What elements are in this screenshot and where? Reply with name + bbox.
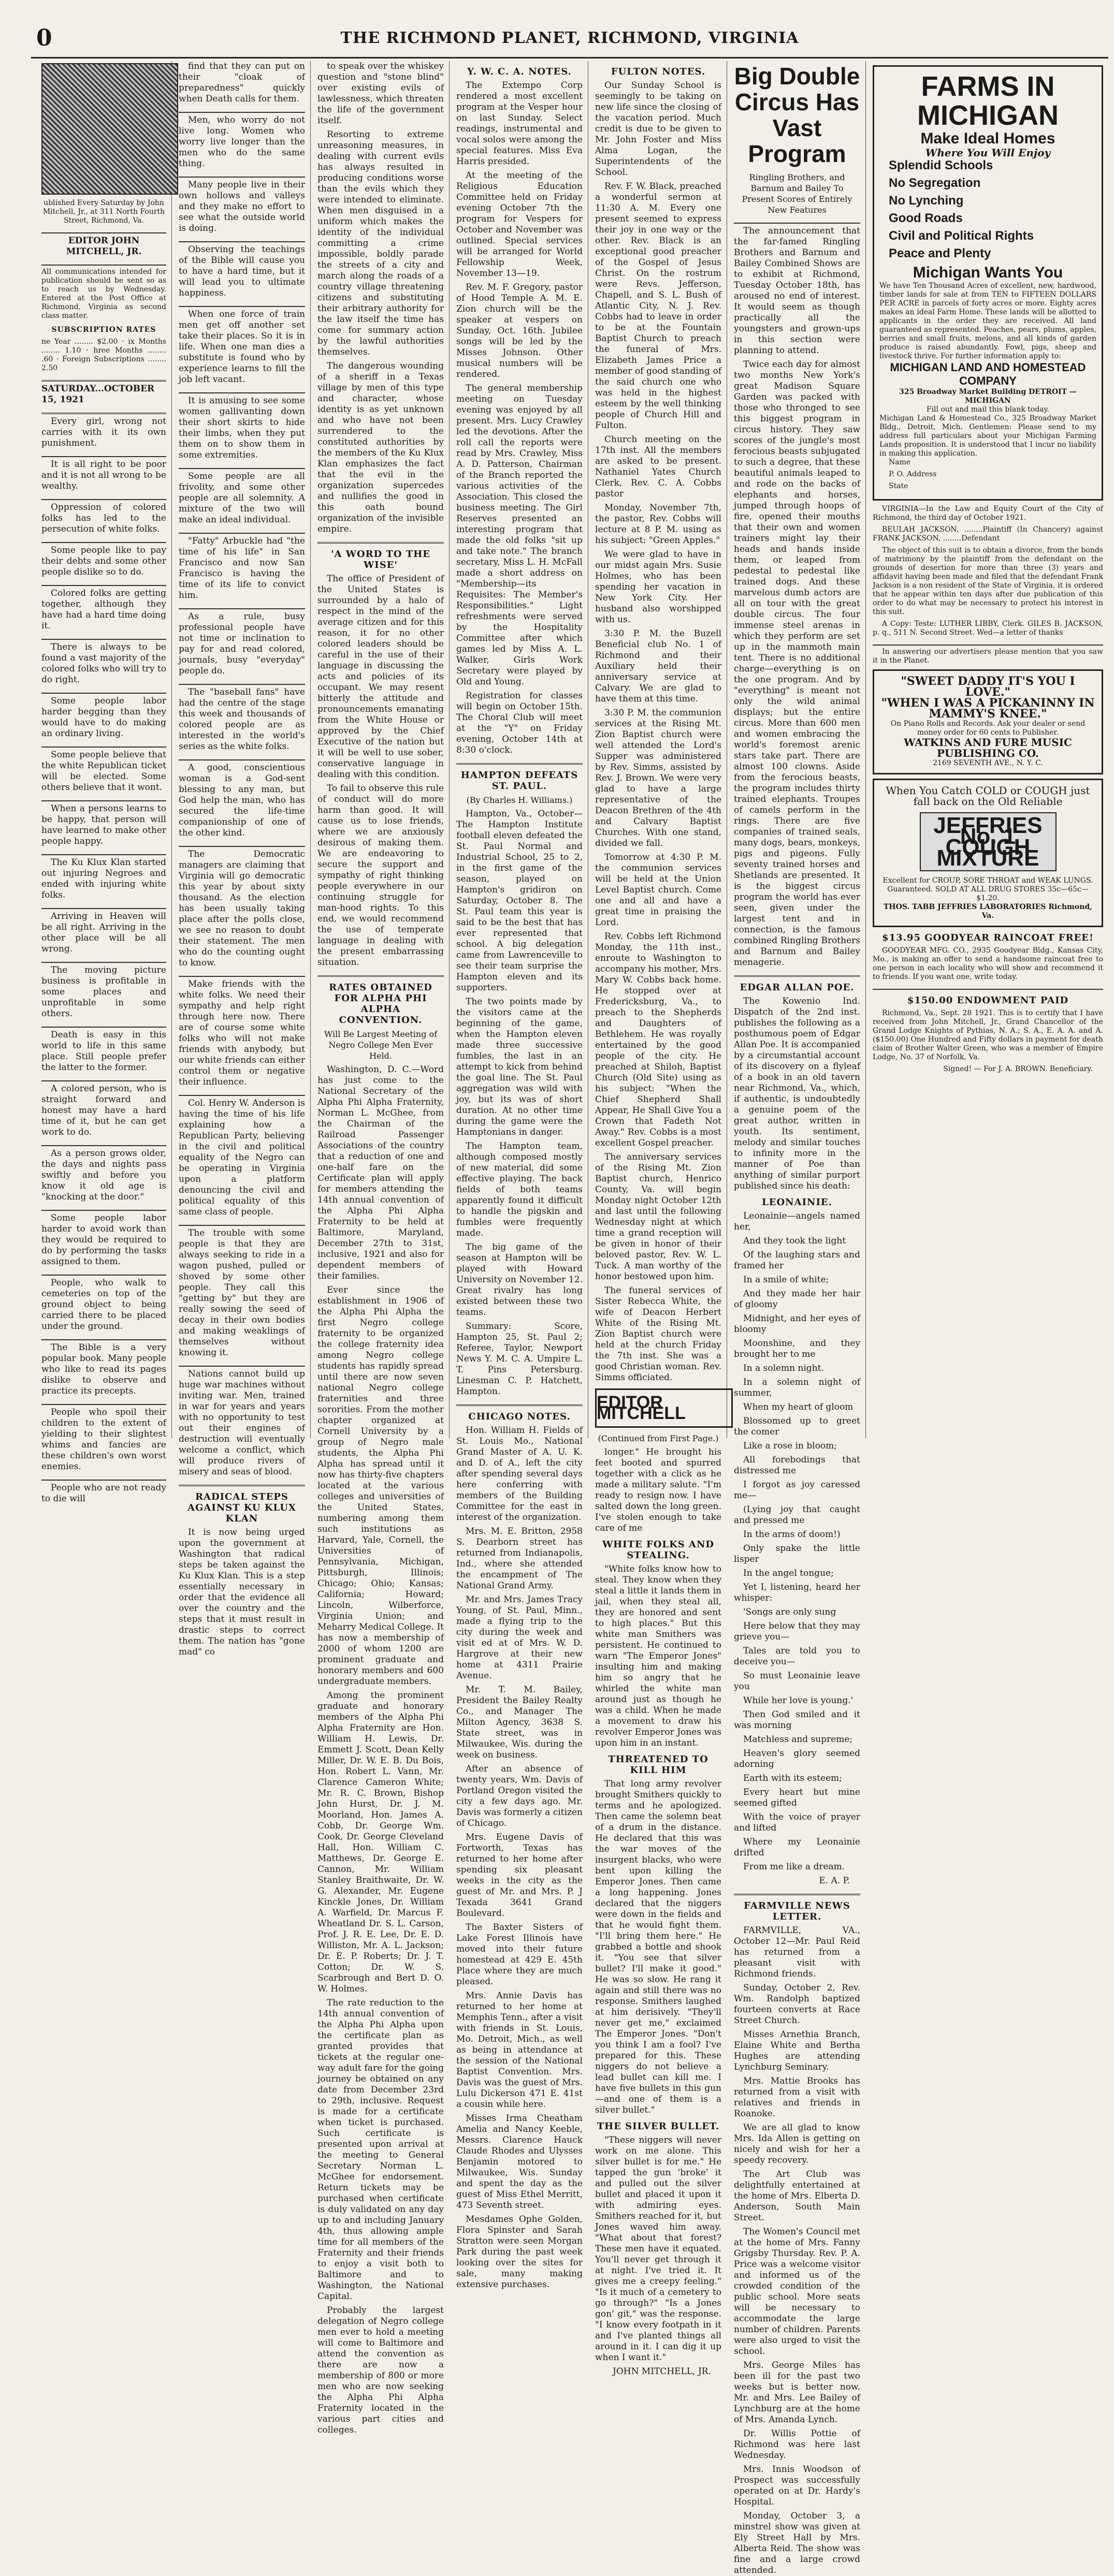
poem-title: LEONAINIE.	[762, 1197, 832, 1208]
poe-paragraph: The Kowenio Ind. Dispatch of the 2nd inst. publishes the following as a posthumous poem of Edgar Allan Poe. It is accompanied by a circumstantial account of its discovery on a flyleaf of a book in an old tavern near Richmond, Va., which, if authentic, is undoubtedly a genuine poem of the great author, written in youth. Its sentiment, melody and similar touches to infinity more in the manner of Poe than anything of similar purport published since his death:	[734, 996, 860, 1191]
poem-line: Midnight, and her eyes of bloomy	[734, 1313, 860, 1335]
farmville-heading: FARMVILLE NEWS LETTER.	[744, 1900, 850, 1922]
paragraph: The Ku Klux Klan started out injuring Negroes and ended with injuring white folks.	[41, 857, 166, 900]
paragraph: As a rule, busy professional people have not time or inclination to pay for and read colored, journals, busy "everyday" people do.	[179, 611, 305, 676]
circus-subheadline: Ringling Brothers, and Barnum and Bailey To Present Scores of Entirely New Features	[742, 172, 852, 215]
paragraph: The trouble with some people is that they are always seeking to ride in a wagon pushed, pulled or shoved by some other people. They call this "getting by" but they are really sowing the seed of decay in their own bodies and making weaklings of themselves without knowing it.	[179, 1228, 305, 1358]
divider	[41, 585, 166, 586]
divider	[179, 1225, 305, 1226]
paragraph: Rev. M. F. Gregory, pastor of Hood Temple A. M. E. Zion church will be the speaker at vespers on Sunday, Oct. 16th. Jubilee songs will be led by the Misses Johnson. Other musical numbers will be rendered.	[456, 282, 583, 379]
editor-paragraph: longer." He brought his feet booted and spurred together with a click as he made a military salute. "I'm ready to resign now. I have salted down the long green. I've stolen enough to take care of me	[595, 1447, 721, 1533]
paragraph: Mrs. Eugene Davis of Fortworth, Texas has returned to her home after spending six pleasant weeks in the city as the guest of Mr. and Mrs. P. J Texada 3641 Grand Boulevard.	[456, 1832, 583, 1919]
poem-line: All forebodings that distressed me	[734, 1455, 860, 1476]
subscription-rates: ne Year ........ $2.00 · ix Months ........ 1.10 · hree Months ........ .60 · Foreign Subscriptions ........ 2.50	[41, 338, 166, 372]
paragraph: Death is easy in this world to life in this same place. Still people prefer the latter to the former.	[41, 1030, 166, 1073]
poem-line: In the arms of doom!)	[743, 1529, 841, 1540]
paragraph: Misses Irma Cheatham Amelia and Nancy Keeble, Messrs. Clarence Hauck Claude Rhodes and Ulysses Benjamin motored to Milwaukee, Wis. Sunday and spent the day as the guest of Miss Ethel Merritt, 473 Seventh street.	[456, 2113, 583, 2211]
song-ad	[873, 669, 1103, 774]
farms-ad-tagline: Michigan Wants You	[913, 264, 1063, 281]
poem-line: Matchless and supreme;	[743, 1734, 853, 1745]
paragraph: The rate reduction to the 14th annual convention of the Alpha Phi Alpha upon the certificate plan as granted provides that tickets at the regular one-way adult fare for the going journey be obtained on any date from December 23rd to 29th, inclusive. Request is made for a certificate when ticket is purchased. Such certificate is presented upon arrival at the meeting to General Secretary Norman L. McGhee for endorsement. Return tickets may be purchased when certificate is duly validated on any day up to and including January 4th, thus allowing ample time for all members of the Fraternity and their friends to enjoy a visit both to Baltimore and to Washington, the National Capital.	[317, 1998, 444, 2302]
white-folks-paragraph: "White folks know how to steal. They know when they steal a little it lands them in jail, when they steal all, they are honored and sent to high places." But this white man Smithers was persistent. He continued to warn "The Emperor Jones" insulting him and making him so angry that he whirled the white man around just as though he was a child. When he made a movement to draw his revolver Emperor Jones was upon him in an instant.	[595, 1564, 721, 1748]
court-body: The object of this suit is to obtain a divorce, from the bonds of matrimony by the plaintiff from the defendant on the grounds of desertion for more than three (3) years and affidavit having been made and filed that the defendant Frank Jackson is a non resident of the State of Virginia, it is ordered that he appear within ten days after due publication of this order to do what may be necessary to protect his interest in this suit.	[873, 546, 1103, 616]
poem-line: In a smile of white;	[743, 1275, 829, 1285]
paragraph: Some people like to pay their debts and some other people dislike so to do.	[41, 545, 166, 577]
planet-logo-icon	[41, 63, 178, 195]
poem-line: (Lying joy that caught and pressed me	[734, 1504, 860, 1526]
divider	[41, 800, 166, 801]
divider	[179, 1366, 305, 1367]
paragraph: Some people labor harder begging than they would have to do making an ordinary living.	[41, 696, 166, 739]
threatened-paragraph: That long army revolver brought Smithers quickly to terms and he apologized. Then came the solemn beat of a drum in the distance. He declared that this was the war moves of the insurgent blacks, who were bent upon killing the Emperor Jones. Then came a long happening. Jones declared that the niggers were down in the fields and that he would fight them. "I'll bring them here." He grabbed a bottle and shook it. "You see that silver bullet? I'll make it good." He was so slow. He rang it again and still there was no response. Smithers laughed at him derisively. "They'll never get me," exclaimed The Emperor Jones. "Don't you think I am a fool? I've prepared for this. These niggers do not believe a lead bullet can kill me. I have five bullets in this gun—and one of them is a silver bullet."	[595, 1779, 721, 2115]
goodyear-heading: $13.95 GOODYEAR RAINCOAT FREE!	[882, 932, 1094, 943]
divider	[179, 684, 305, 685]
word-to-wise-heading: 'A WORD TO THE WISE'	[331, 549, 430, 570]
farms-ad-subhead: Make Ideal Homes	[920, 130, 1055, 147]
form-field-label: P. O. Address	[889, 470, 937, 478]
divider	[41, 499, 166, 500]
poem-line: Every heart but mine seemed gifted	[734, 1787, 860, 1808]
endowment-heading: $150.00 ENDOWMENT PAID	[907, 995, 1069, 1006]
paragraph: Monday, November 7th, the pastor, Rev. Cobbs will lecture at 8 P. M. using as his subject: "Green Apples."	[595, 503, 721, 546]
fulton-heading: FULTON NOTES.	[611, 66, 706, 77]
divider	[179, 759, 305, 760]
chicago-heading: CHICAGO NOTES.	[468, 1411, 571, 1422]
goodyear-body: GOODYEAR MFG. CO., 2935 Goodyear Bldg., Kansas City, Mo., is making an offer to send a handsome raincoat free to one person in each locality who will show and recommend it to friends. If you want one, write today.	[873, 946, 1103, 981]
farms-ad-form: Michigan Land & Homestead Co., 325 Broadway Market Bldg., Detroit, Mich. Gentlemen: Please send to my address full particulars about your Michigan Farming Lands proposition. It is understood that I incur no liability in making this application.	[879, 414, 1096, 458]
cough-mixture-bottle-icon: JEFFRIES No. 1 COUGH MIXTURE	[920, 812, 1057, 871]
divider	[179, 306, 305, 307]
poem-line: Like a rose in bloom;	[743, 1441, 837, 1451]
col2-paragraphs	[179, 61, 305, 1477]
fulton-paragraphs	[595, 80, 721, 1383]
paragraph: to speak over the whiskey question and "stone blind" over existing evils of lawlessness, which threaten the life of the government itself.	[317, 61, 444, 126]
poem-line: Moonshine, and they brought her to me	[734, 1338, 860, 1359]
paragraph: People who spoil their children to the extent of yielding to their slightest whims and fancies are these children's own worst enemies.	[41, 1407, 166, 1472]
divider	[41, 1080, 166, 1081]
paragraph: "Fatty" Arbuckle had "the time of his life" in San Francisco and now San Francisco is having the time of its life to convict him.	[179, 536, 305, 601]
divider	[41, 456, 166, 457]
farms-ad-headline: FARMS IN MICHIGAN	[917, 71, 1059, 131]
cough-ad-company: THOS. TABB JEFFRIES LABORATORIES Richmond, Va.	[883, 903, 1093, 920]
paragraph: FARMVILLE, VA., October 12—Mr. Paul Reid has returned from a pleasant visit with Richmond friends.	[734, 1925, 860, 1979]
paragraph: Registration for classes will begin on October 15th. The Choral Club will meet at the "Y" on Friday evening, October 14th at 8:30 o'clock.	[456, 691, 583, 755]
farms-ad-list-item: Civil and Political Rights	[889, 229, 1034, 243]
paragraph: The two points made by the visitors came at the beginning of the game, when the Hampton eleven made three successive fumbles, the last in an attempt to kick from behind the goal line. The St. Paul aggregation was wild with joy, but its was of short duration. At no other time during the game were the Hamptonians in danger.	[456, 997, 583, 1137]
paragraph: Monday, October 3, a minstrel show was given at Ely Street Hall by Mrs. Alberta Reid. The show was fine and a large crowd attended.	[734, 2511, 860, 2575]
paragraph: Mrs. M. E. Britton, 2958 S. Dearborn street has returned from Indianapolis, Ind., where she attended the encampment of The National Grand Army.	[456, 1526, 583, 1591]
paragraph: Mrs. George Miles has been ill for the past two weeks but is better now. Mr. and Mrs. Lee Bailey of Lynchburg are at the home of Mrs. Amanda Lynch.	[734, 2360, 860, 2425]
paragraph: Tomorrow at 4:30 P. M. the communion services will be held at the Union Level Baptist church. Come one and all and have a great time in praising the Lord.	[595, 852, 721, 928]
col1-paragraphs	[41, 416, 166, 1504]
farms-ad-list-item: No Lynching	[889, 194, 964, 208]
farms-ad-list	[879, 158, 1096, 261]
divider	[41, 1145, 166, 1146]
form-field-label: Name	[889, 458, 911, 466]
court-signature: A Copy: Teste: LUTHER LIBBY, Clerk. GILES B. JACKSON, p. q., 511 N. Second Street. Wed—a letter of thanks	[873, 620, 1103, 637]
divider	[179, 846, 305, 847]
song-ad-address: 2169 SEVENTH AVE., N. Y. C.	[933, 759, 1043, 767]
poem-line: Yet I, listening, heard her whisper:	[734, 1582, 860, 1603]
poem-line: In a solemn night.	[743, 1363, 824, 1373]
paragraph: The Extempo Corp rendered a most excellent program at the Vesper hour on last Sunday. Select readings, instrumental and vocal solos were among the special features. Miss Eva Harris presided.	[456, 80, 583, 167]
paragraph: The Baxter Sisters of Lake Forest Illinois have moved into their future homestead at 429 E. 45th Place where they are much pleased.	[456, 1922, 583, 1987]
paragraph: The "baseball fans" have had the centre of the stage this week and thousands of colored people are as interested in the world's series as the white folks.	[179, 687, 305, 752]
paragraph: As a person grows older, the days and nights pass swiftly and before you know it old age is "knocking at the door."	[41, 1148, 166, 1202]
poem-line: And they took the light	[743, 1236, 846, 1246]
paragraph: It is all right to be poor and it is not all wrong to be wealthy.	[41, 459, 166, 491]
poem-line: Only spake the little lisper	[734, 1543, 860, 1564]
paragraph: Ever since the establishment in 1906 of the Alpha Phi Alpha the first Negro college fraternity to be organized the college fraternity idea among Negro college students has rapidly spread until there are now seven national Negro college fraternities and three sororities. From the mother chapter organized at Cornell University by a group of Negro male students, the Alpha Phi Alpha has spread until it now has thirty-five chapters located at the various colleges and universities of the United States, numbering among them such institutions as Harvard, Yale, Cornell, the Universities of Pennsylvania, Michigan, Pittsburgh, Illinois; Chicago; Ohio; Kansas; California; Howard; Lincoln, Wilberforce, Virginia Union; and Meharry Medical College. It has now a membership of 2000 of whom 1200 are prominent graduate and honorary members and 600 undergraduate members.	[317, 1285, 444, 1687]
paragraph: Misses Arnethia Branch, Elaine White and Bertha Hughes are attending Lynchburg Seminary.	[734, 2029, 860, 2072]
paragraph: find that they can put on their "cloak of preparedness" quickly when Death calls for them.	[179, 61, 305, 104]
divider	[179, 533, 305, 534]
alpha-rates-subheading: Will Be Largest Meeting of Negro College Men Ever Held.	[324, 1029, 438, 1061]
divider	[179, 112, 305, 113]
column-1	[36, 61, 172, 1504]
hampton-byline: (By Charles H. Williams.)	[466, 795, 573, 805]
divider	[41, 542, 166, 543]
column-5	[590, 61, 727, 2377]
divider	[41, 908, 166, 909]
divider	[179, 177, 305, 178]
divider	[179, 1095, 305, 1096]
col3-paragraphs	[317, 61, 444, 535]
poem-line: So must Leonainie leave you	[734, 1671, 860, 1692]
paragraph: Arriving in Heaven will be all right. Arriving in the other place will be all wrong.	[41, 911, 166, 954]
klan-paragraph: It is now being urged upon the government at Washington that radical steps be taken against the Ku Klux Klan. This is a step essentially necessary in order that the evidence all over the country and the steps that it must result in drastic steps to correct them. The nation has "gone mad" co	[179, 1527, 305, 1657]
poem-line: With the voice of prayer and lifted	[734, 1812, 860, 1833]
song-ad-company: WATKINS AND FURE MUSIC PUBLISHING CO.	[904, 736, 1072, 759]
masthead	[31, 21, 1108, 58]
paragraph: Some people labor harder to avoid work than they would be required to do by performing the tasks assigned to them.	[41, 1213, 166, 1267]
poem-line: Earth with its esteem;	[743, 1773, 843, 1783]
paragraph: Make friends with the white folks. We need their sympathy and help right through here now. There are of course some white folks who will not make friends with anybody, but our white friends can either control them or negative their influence.	[179, 979, 305, 1087]
column-7-ads	[867, 61, 1108, 1438]
divider	[41, 1027, 166, 1028]
silver-bullet-paragraph: "These niggers will never work on me alone. This silver bullet is for me." He tapped the gun 'broke' it and pulled out the silver bullet and placed it upon it with admiring eyes. Smithers reached for it, but Jones waved him away. "What about that forest? These men have it equated. You'll never get through it at night. I've tried it. It gives me a creepy feeling." "Is it much of a cemetery to go through?" "Is a Jones gon' git," was the response. "I know every footpath in it and I've planted things all around in it. I can dig it up when I want it."	[595, 2135, 721, 2363]
divider	[41, 1404, 166, 1405]
column-3	[312, 61, 450, 2435]
paragraph: Twice each day for almost two months New York's great Madison Square Garden was packed with those who thronged to see this biggest program in circus history. They saw scores of the jungle's most ferocious beasts subjugated to such a degree, that these beautiful animals leaped to and rode on the backs of elephants and horses, jumped through hoops of fire, opened their mouths that their own and women trainers might lay their heads and hands inside them, or leaped from pedestal to pedestal like trained dogs. And these marvelous dumb actors are all on tour with the great double circus. The four immense steel arenas in which they perform are set up in the mammoth main tent. There is no additional charge—everything is on the one program. And by "everything" is meant not only the wild animal displays; but the entire circus. More than 600 men and women embracing the world's foremost arenic stars take part. There are almost 100 clowns. Aside from the ferocious beasts, the program includes thirty trained elephants. Troupes of camels perform in the rings. There are five companies of trained seals, many dogs, bears, monkeys, pigs and pigeons. Fully seventy trained horses and Shetlands are presented. It is the biggest circus program the world has ever seen, given under the largest tent and in connection, is the famous combined Ringling Brothers and Barnum and Bailey menagerie.	[734, 359, 860, 968]
paragraph: 3:30 P. M. the Buzell Beneficial club No. 1 of Richmond and their Auxiliary held their anniversary service at Calvary. We are glad to have them at this time.	[595, 628, 721, 704]
farms-ad-body: We have Ten Thousand Acres of excellent, new, hardwood, timber lands for sale at from TEN to FIFTEEN DOLLARS PER ACRE in parcels of forty acres or more. Eighty acres makes an ideal Farm Home. These lands will be allotted to applicants in the order they are received. All land guaranteed as represented. Peaches, pears, plums, apples, berries and small fruits, melons, and all kinds of garden produce is raised abundantly. Fowl, pigs, sheep and livestock thrive. For further information apply to:	[879, 282, 1096, 360]
advertisers-note: In answering our advertisers please mention that you saw it in the Planet.	[873, 648, 1103, 665]
silver-bullet-heading: THE SILVER BULLET.	[597, 2121, 720, 2132]
paragraph: Observing the teachings of the Bible will cause you to have a hard time, but it will lead you to ultimate happiness.	[179, 244, 305, 298]
paragraph: Rev. F. W. Black, preached a wonderful sermon at 11:30 A. M. Every one present seemed to express their joy in one way or the other. Rev. Black is an exceptional good preacher of the Gospel of Jesus Christ. On the rostrum were Revs. Jefferson, Chapell, and S. L. Bush of Atlantic City, N. J. Rev. Cobbs had to leave in order to be at the Fountain Baptist Church to preach the funeral of Mrs. Elizabeth James Price a member of good standing of the said church one who was held in the highest esteem by the well thinking people of Church Hill and Fulton.	[595, 181, 721, 431]
page-number: 0	[36, 25, 52, 51]
circus-headline: Big Double Circus Has Vast Program	[734, 63, 860, 167]
poem-signature: E. A. P.	[819, 1876, 850, 1886]
poem-line: Leonainie—angels named her,	[734, 1211, 860, 1232]
paragraph: We are all glad to know Mrs. Ida Allen is getting on nicely and wish for her a speedy recovery.	[734, 2123, 860, 2165]
paragraph: People, who walk to cemeteries on top of the ground object to being carried there to be placed under the ground.	[41, 1278, 166, 1331]
ywca-heading: Y. W. C. A. NOTES.	[467, 66, 572, 77]
paragraph: When a persons learns to be happy, that person will have learned to make other people happy.	[41, 803, 166, 846]
paragraph: To fail to observe this rule of conduct will do more harm than good. It will cause us to lose friends, where we are anxiously desirous of making them. We are endeavoring to secure the support and sympathy of right thinking people everywhere in our continuing struggle for man-hood rights. To this end, we would recommend the use of temperate language in dealing with the present embarrassing situation.	[317, 783, 444, 968]
paragraph: A colored person, who is straight forward and honest may have a hard time of it, but he can get work to do.	[41, 1084, 166, 1137]
paragraph: Mrs. Innis Woodson of Prospect was successfully operated on at Dr. Hardy's Hospital.	[734, 2464, 860, 2507]
poem-line: Blossomed up to greet the comer	[734, 1416, 860, 1437]
paragraph: The moving picture business is profitable in some places and unprofitable in some others.	[41, 965, 166, 1019]
song-ad-body: On Piano Rolls and Records. Ask your dealer or send money order for 60 cents to Publisher.	[890, 720, 1086, 737]
poem-line: Then God smiled and it was morning	[734, 1709, 860, 1731]
paragraph: Mr. and Mrs. James Tracy Young, of St. Paul, Minn., made a flying trip to the city during the week and visit ed at of Mrs. W. D. Hargrove at their new home at 4311 Prairie Avenue.	[456, 1594, 583, 1681]
farms-ad-where: Where You Will Enjoy	[925, 147, 1051, 159]
poem-line: In the angel tongue;	[743, 1568, 834, 1578]
paragraph: The Hampton team, although composed mostly of new material, did some effective playing. The back fields of both teams apparently found it difficult to handle the pigskin and fumbles were frequently made.	[456, 1141, 583, 1238]
klan-heading: RADICAL STEPS AGAINST KU KLUX KLAN	[187, 1491, 296, 1524]
paragraph: Our Sunday School is seemingly to be taking on new life since the closing of the vacation period. Much credit is due to be given to Mr. John Foster and Miss Alma Logan, the Superintendents of the School.	[595, 80, 721, 178]
paragraph: We were glad to have in our midst again Mrs. Susie Holmes, who has been spending her vacation in New York City. Her husband also worshipped with us.	[595, 549, 721, 625]
paragraph: Mrs. Annie Davis has returned to her home at Memphis Tenn., after a visit with friends in St. Louis, Mo. Detroit, Mich., as well as being in attendance at the session of the National Baptist Convention. Mrs. Davis was the guest of Mrs. Lulu Dickerson 471 E. 41st a cousin while here.	[456, 1990, 583, 2110]
newspaper-title: THE RICHMOND PLANET, RICHMOND, VIRGINIA	[340, 29, 799, 47]
paragraph: Washington, D. C.—Word has just come to the National Secretary of the Alpha Phi Alpha Fraternity, Norman L. McGhee, from the Chairman of the Railroad Passenger Associations of the country that a reduction of one and one-half fare on the Certificate plan will apply for members attending the 14th annual convention of the Alpha Phi Alpha Fraternity to be held at Baltimore, Maryland, December 27th to 31st, inclusive, 1921 and also for dependent members of their families.	[317, 1064, 444, 1281]
paragraph: The funeral services of Sister Rebecca White, the wife of Deacon Herbert White of the Rising Mt. Zion Baptist church were held at the church Friday the 7th inst. She was a good Christian woman. Rev. Simms officiated.	[595, 1285, 721, 1383]
paragraph: Hon. William H. Fields of St. Louis Mo., National Grand Master of A. U. K. and D. of A., left the city after spending several days here conferring with members of the Building Committee for the east in interest of the organization.	[456, 1425, 583, 1523]
paragraph: Some people are all frivolity, and some other people are all solemnity. A mixture of the two will make an ideal individual.	[179, 471, 305, 525]
paragraph: Colored folks are getting together, although they have had a hard time doing it.	[41, 588, 166, 631]
court-notice: VIRGINIA—In the Law and Equity Court of the City of Richmond, the third day of October 1921.	[873, 505, 1103, 522]
divider	[41, 854, 166, 855]
divider	[179, 976, 305, 977]
paragraph: It is amusing to see some women gallivanting down their short skirts to hide their limbs, when they put them on to show them in some extremities.	[179, 396, 305, 460]
signature: JOHN MITCHELL, JR.	[613, 2366, 711, 2377]
poem-line: And they made her hair of gloomy	[734, 1289, 860, 1310]
paragraph: The announcement that the far-famed Ringling Brothers and Barnum and Bailey Combined Shows are to exhibit at Richmond, Tuesday October 18th, has aroused no end of interest. It would seem as though practically all the youngsters and grown-ups in this section were planning to attend.	[734, 226, 860, 356]
paragraph: Dr. Willis Pottie of Richmond was here last Wednesday.	[734, 2428, 860, 2461]
subscription-rates-heading: SUBSCRIPTION RATES	[51, 326, 156, 334]
paragraph: Sunday, October 2, Rev. Wm. Randolph baptized fourteen converts at Race Street Church.	[734, 1983, 860, 2026]
paragraph: Mesdames Ophe Golden, Flora Spinster and Sarah Stratton were seen Morgan Park during the past week looking over the sites for sale, many making extensive purchases.	[456, 2214, 583, 2290]
divider	[41, 962, 166, 963]
divider	[41, 1275, 166, 1276]
form-field-label: State	[889, 482, 908, 490]
farms-ad-address: 325 Broadway Market Building DETROIT — MICHIGAN	[899, 388, 1077, 405]
poem-line: While her love is young.'	[743, 1695, 853, 1706]
publication-notice: All communications intended for publication should be sent so as to reach us by Wednesday. Entered at the Post Office at Richmond, Virginia as second class matter.	[41, 268, 166, 320]
paragraph: The anniversary services of the Rising Mt. Zion Baptist church, Henrico County, Va. will begin Monday night October 12th and last until the following Wednesday night at which time a grand reception will be given in honor of their beloved pastor, Rev. W. L. Tuck. A man worthy of the honor bestowed upon him.	[595, 1152, 721, 1282]
paragraph: Some people believe that the white Republican ticket will be elected. Some others believe that it wont.	[41, 750, 166, 793]
paragraph: 3:30 P. M. the communion services at the Rising Mt. Zion Baptist church were well attended the Lord's Supper was administered by Rev. Simms, assisted by Rev. J. Brown. We were very glad to have a large representative of the Deacon Brethren of the 4th and Calvary Baptist Churches. With one stand, divided we fall.	[595, 708, 721, 848]
column-2	[173, 61, 311, 1657]
poem-lines	[734, 1211, 860, 1872]
publisher-line: ublished Every Saturday by John Mitchell, Jr., at 311 North Fourth Street, Richmond, Va.	[42, 199, 165, 225]
paragraph: After an absence of twenty years, Wm. Davis of Portland Oregon visited the city a few days ago. Mr. Davis was formerly a citizen of Chicago.	[456, 1764, 583, 1828]
michigan-farms-ad	[873, 65, 1103, 501]
cough-mixture-ad	[873, 779, 1103, 927]
divider	[179, 241, 305, 242]
farms-ad-list-item: Peace and Plenty	[889, 246, 991, 260]
hampton-paragraphs	[456, 809, 583, 1397]
farms-ad-form-fields	[879, 458, 1096, 491]
paragraph: A good, conscientious woman is a God-sent blessing to any man, but God help the man, who has secured the life-time companionship of one of the other kind.	[179, 763, 305, 838]
issue-dateline: SATURDAY...OCTOBER 15, 1921	[41, 384, 155, 405]
poem-line: Of the laughing stars and framed her	[734, 1250, 860, 1271]
poem-line: Heaven's glory seemed adorning	[734, 1748, 860, 1769]
divider	[179, 468, 305, 469]
paragraph: Rev. Cobbs left Richmond Monday, the 11th inst., enroute to Washington to accompany his mother, Mrs. Mary W. Cobbs back home. He stopped over at Fredericksburg, Va., to preach to the Shepherds and Daughters of Bethlehem. He was royally entertained by the good people of the city. He preached at Shiloh, Baptist Church (Old Site) using as his subject: "When the Chief Shepherd Shall Appear, He Shall Give You a Crown that Fadeth Not Away." Rev. Cobbs is a most excellent Gospel preacher.	[595, 931, 721, 1148]
farms-ad-fill: Fill out and mail this blank today.	[926, 405, 1050, 414]
editor-continued: (Continued from First Page.)	[598, 1433, 719, 1443]
paragraph: The big game of the season at Hampton will be played with Howard University on November 12. Great rivalry has long existed between these two teams.	[456, 1242, 583, 1318]
song-title-2: "WHEN I WAS A PICKANINNY IN MAMMY'S KNEE."	[881, 696, 1095, 721]
circus-paragraphs	[734, 226, 860, 968]
divider	[41, 1339, 166, 1340]
divider	[41, 1480, 166, 1481]
divider	[41, 639, 166, 640]
paragraph: Oppression of colored folks has led to the persecution of white folks.	[41, 502, 166, 534]
endowment-body: Richmond, Va., Sept. 28 1921. This is to certify that I have received from John Mitchell, Jr., Grand Chancellor of the Grand Lodge Knights of Pythias, N. A.; S. A., E. A. A. and A. ($150.00) One Hundred and Fifty dollars in payment for death claim of Brother Walter Green, who was a member of Empire Lodge, No. 37 of Norfolk, Va.	[873, 1009, 1103, 1061]
paragraph: People who are not ready to die will	[41, 1483, 166, 1504]
paragraph: The dangerous wounding of a sheriff in a Texas village by men of this type and character, whose identity is as yet unknown and who have not been surrendered to the constituted authorities by the members of the Ku Klux Klan emphasizes the fact that the evil in the organization supercedes and nullifies the good in this oath bound organization of the invisible empire.	[317, 361, 444, 534]
endowment-signature: Signed! — For J. A. BROWN. Beneficiary.	[943, 1065, 1093, 1073]
divider	[41, 1210, 166, 1211]
poem-line: 'Songs are only sung	[743, 1607, 836, 1617]
word-to-wise-paragraphs	[317, 574, 444, 968]
paragraph: The Art Club was delightfully entertained at the home of Mrs. Elberta D. Anderson, South Main Street.	[734, 2169, 860, 2223]
paragraph: At the meeting of the Religious Education Committee held on Friday evening October 7th the program for Vespers for October and November was outlined. Special services will be arranged for World Fellowship Week, November 13—19.	[456, 170, 583, 279]
paragraph: Summary: Score, Hampton 25, St. Paul 2; Referee, Taylor, Newport News Y. M. C. A. Umpire L. T. Pins Petersburg. Linesman C. P. Hatchett, Hampton.	[456, 1321, 583, 1397]
hampton-heading: HAMPTON DEFEATS ST. PAUL.	[460, 770, 578, 792]
poem-line: Here below that they may grieve you—	[734, 1621, 860, 1642]
threatened-heading: THREATENED TO KILL HIM	[608, 1754, 708, 1776]
paragraph: Many people live in their own hollows and valleys and they make no effort to see what the outside world is doing.	[179, 180, 305, 233]
divider	[179, 392, 305, 393]
song-title-1: "SWEET DADDY IT'S YOU I LOVE."	[901, 675, 1075, 699]
column-6	[729, 61, 866, 2575]
editor-mitchell-banner: EDITOR MITCHELL	[595, 1388, 733, 1428]
poem-line: From me like a dream.	[743, 1862, 845, 1872]
chicago-paragraphs	[456, 1425, 583, 2290]
farms-ad-list-item: Splendid Schools	[889, 158, 993, 172]
farms-ad-list-item: No Segregation	[889, 176, 981, 190]
divider	[179, 608, 305, 609]
paragraph: Among the prominent graduate and honorary members of the Alpha Phi Alpha Fraternity are Hon. William H. Lewis, Dr. Emmett J. Scott, Dean Kelly Miller, Dr. W. E. B. Du Bois, Hon. Robert L. Vann, Mr. Clarence Cameron White; Mr. R. C. Brown, Bishop John Hurst, Dr. J. M. Moorland, Hon. James A. Cobb, Dr. George Wm. Cook, Dr. George Cleveland Hall, Hon. William C. Matthews, Dr. George E. Cannon, Mr. William Stanley Braithwaite, Dr. W. G. Alexander, Mr. Eugene Kinckle Jones, Dr. William A. Warfield, Dr. Marcus F. Wheatland Dr. S. L. Carson, Prof. J. R. E. Lee, Dr. E. D. Williston, Mr. A. L. Jackson; Dr. E. P. Roberts; Dr. J. T. Cotton; Dr. W. S. Scarbrough and Bert D. O. W. Holmes.	[317, 1690, 444, 1994]
poem-line: When my heart of gloom	[743, 1402, 853, 1412]
cough-ad-headline: When You Catch COLD or COUGH just fall back on the Old Reliable	[886, 784, 1090, 808]
paragraph: Resorting to extreme unreasoning measures, in dealing with current evils has always resulted in producing conditions worse than the evils which they were intended to eliminate. When men disguised in a uniform which makes the identity of the individual committing a crime impossible, boldly parade the streets of a city and march along the roads of a country village threatening citizens and substituting their arbitrary authority for the law itself the time has come for summary action by the lawful authorities themselves.	[317, 129, 444, 357]
farms-ad-company: MICHIGAN LAND AND HOMESTEAD COMPANY	[890, 361, 1086, 387]
paragraph: Church meeting on the 17th inst. All the members are asked to be present. Nathaniel Yates Church Clerk, Rev. C. A. Cobbs pastor	[595, 434, 721, 499]
alpha-rates-paragraphs	[317, 1064, 444, 2436]
paragraph: When one force of train men get off another set take their places. So it is in life. When one man dies a substitute is found who by experience learns to fill the job left vacant.	[179, 309, 305, 385]
paragraph: The office of President of the United States is surrounded by a halo of respect in the mind of the average citizen and for this reason, it for no other colored leaders should be careful in the use of their language in discussing the acts and policies of its occupant. We may resent bitterly the attitude and pronouncements emanating from the White House or approved by the Chief Executive of the nation but it will be well to use sober, conservative language in dealing with this condition.	[317, 574, 444, 780]
paragraph: Mr. T. M. Bailey, President the Bailey Realty Co., and Manager The Milton Agency, 3638 S. State street, was in Milwaukee, Wis. during the week on business.	[456, 1685, 583, 1760]
paragraph: The Bible is a very popular book. Many people who like to read its pages dislike to observe and practice its precepts.	[41, 1342, 166, 1396]
column-4	[451, 61, 588, 2290]
paragraph: The Women's Council met at the home of Mrs. Fanny Grigsby Thursday. Rev. P. A. Price was a welcome visitor and informed us of the crowded condition of the public school. More seats will be necessary to accommodate the large number of children. Parents were also urged to visit the school.	[734, 2227, 860, 2357]
paragraph: Every girl, wrong not carries with it its own punishment.	[41, 416, 166, 448]
ywca-paragraphs	[456, 80, 583, 756]
poe-heading: EDGAR ALLAN POE.	[740, 982, 855, 993]
paragraph: Mrs. Mattie Brooks has returned from a visit with relatives and friends in Roanoke.	[734, 2076, 860, 2119]
paragraph: The general membership meeting on Tuesday evening was enjoyed by all present. Mrs. Lucy Crawley led the devotions. After the roll call the reports were read by Mrs. Crawley, Miss A. D. Patterson, Chairman of the Branch reported the various activities of the Association. This closed the business meeting. The Girl Reserves presented an interesting program that made the old folks "sit up and take note." The branch secretary, Miss L. H. McFall made a short address on "Membership—its Requisites: The Member's Responsibilities." Light refreshments were served by the Hospitality Committee after which games led by Miss A. L. Walker, Girls Work Secretary were played by Old and Young.	[456, 383, 583, 687]
paragraph: Hampton, Va., October—The Hampton Institute football eleven defeated the St. Paul Normal and Industrial School, 25 to 2, in the first game of the season, played on Hampton's gridiron on Saturday, October 8. The St. Paul team this year is said to be the best that has ever represented that school. A big delegation came from Lawrenceville to see their team surprise the Hampton eleven and its supporters.	[456, 809, 583, 993]
editor-line: EDITOR JOHN MITCHELL, JR.	[66, 236, 142, 257]
divider	[41, 693, 166, 694]
divider	[41, 747, 166, 748]
paragraph: Nations cannot build up huge war machines without inviting war. Men, trained in war for years and years with no opportunity to test out their engines of destruction will eventually welcome a conflict, which will produce rivers of misery and seas of blood.	[179, 1369, 305, 1477]
poem-line: Tales are told you to deceive you—	[734, 1646, 860, 1667]
alpha-rates-heading: RATES OBTAINED FOR ALPHA PHI ALPHA CONVENTION.	[329, 982, 432, 1026]
poem-line: I forgot as joy caressed me—	[734, 1480, 860, 1501]
cough-ad-body: Excellent for CROUP, SORE THROAT and WEAK LUNGS. Guaranteed. SOLD AT ALL DRUG STORES 35c—65c—$1.20.	[882, 876, 1093, 902]
paragraph: The Democratic managers are claiming that Virginia will go democratic this year by about sixty thousand. As the election has been usually taking place after the polls close, we see no reason to doubt their statement. The men who do the counting ought to know.	[179, 849, 305, 968]
poem-line: Where my Leonainie drifted	[734, 1837, 860, 1858]
paragraph: Col. Henry W. Anderson is having the time of his life explaining how a Republican Party, believing in the civil and political equality of the Negro can be operating in Virginia upon a platform denouncing the civil and political equality of this same class of people.	[179, 1098, 305, 1217]
paragraph: There is always to be found a vast majority of the colored folks who will try to do right.	[41, 642, 166, 685]
farmville-paragraphs	[734, 1925, 860, 2576]
paragraph: Probably the largest delegation of Negro college men ever to hold a meeting will come to Baltimore and attend the convention as there are now a membership of 800 or more men who are now seeking the Alpha Phi Alpha Fraternity located in the various part cities and colleges.	[317, 2305, 444, 2435]
farms-ad-list-item: Good Roads	[889, 211, 963, 225]
court-case: BEULAH JACKSON, ........Plaintiff (In Chancery) against FRANK JACKSON, ........Defendant	[873, 525, 1103, 543]
paragraph: Men, who worry do not live long. Women who worry live longer than the men who do the same thing.	[179, 115, 305, 169]
white-folks-heading: WHITE FOLKS AND STEALING.	[602, 1539, 715, 1561]
poem-line: In a solemn night of summer,	[734, 1377, 860, 1398]
